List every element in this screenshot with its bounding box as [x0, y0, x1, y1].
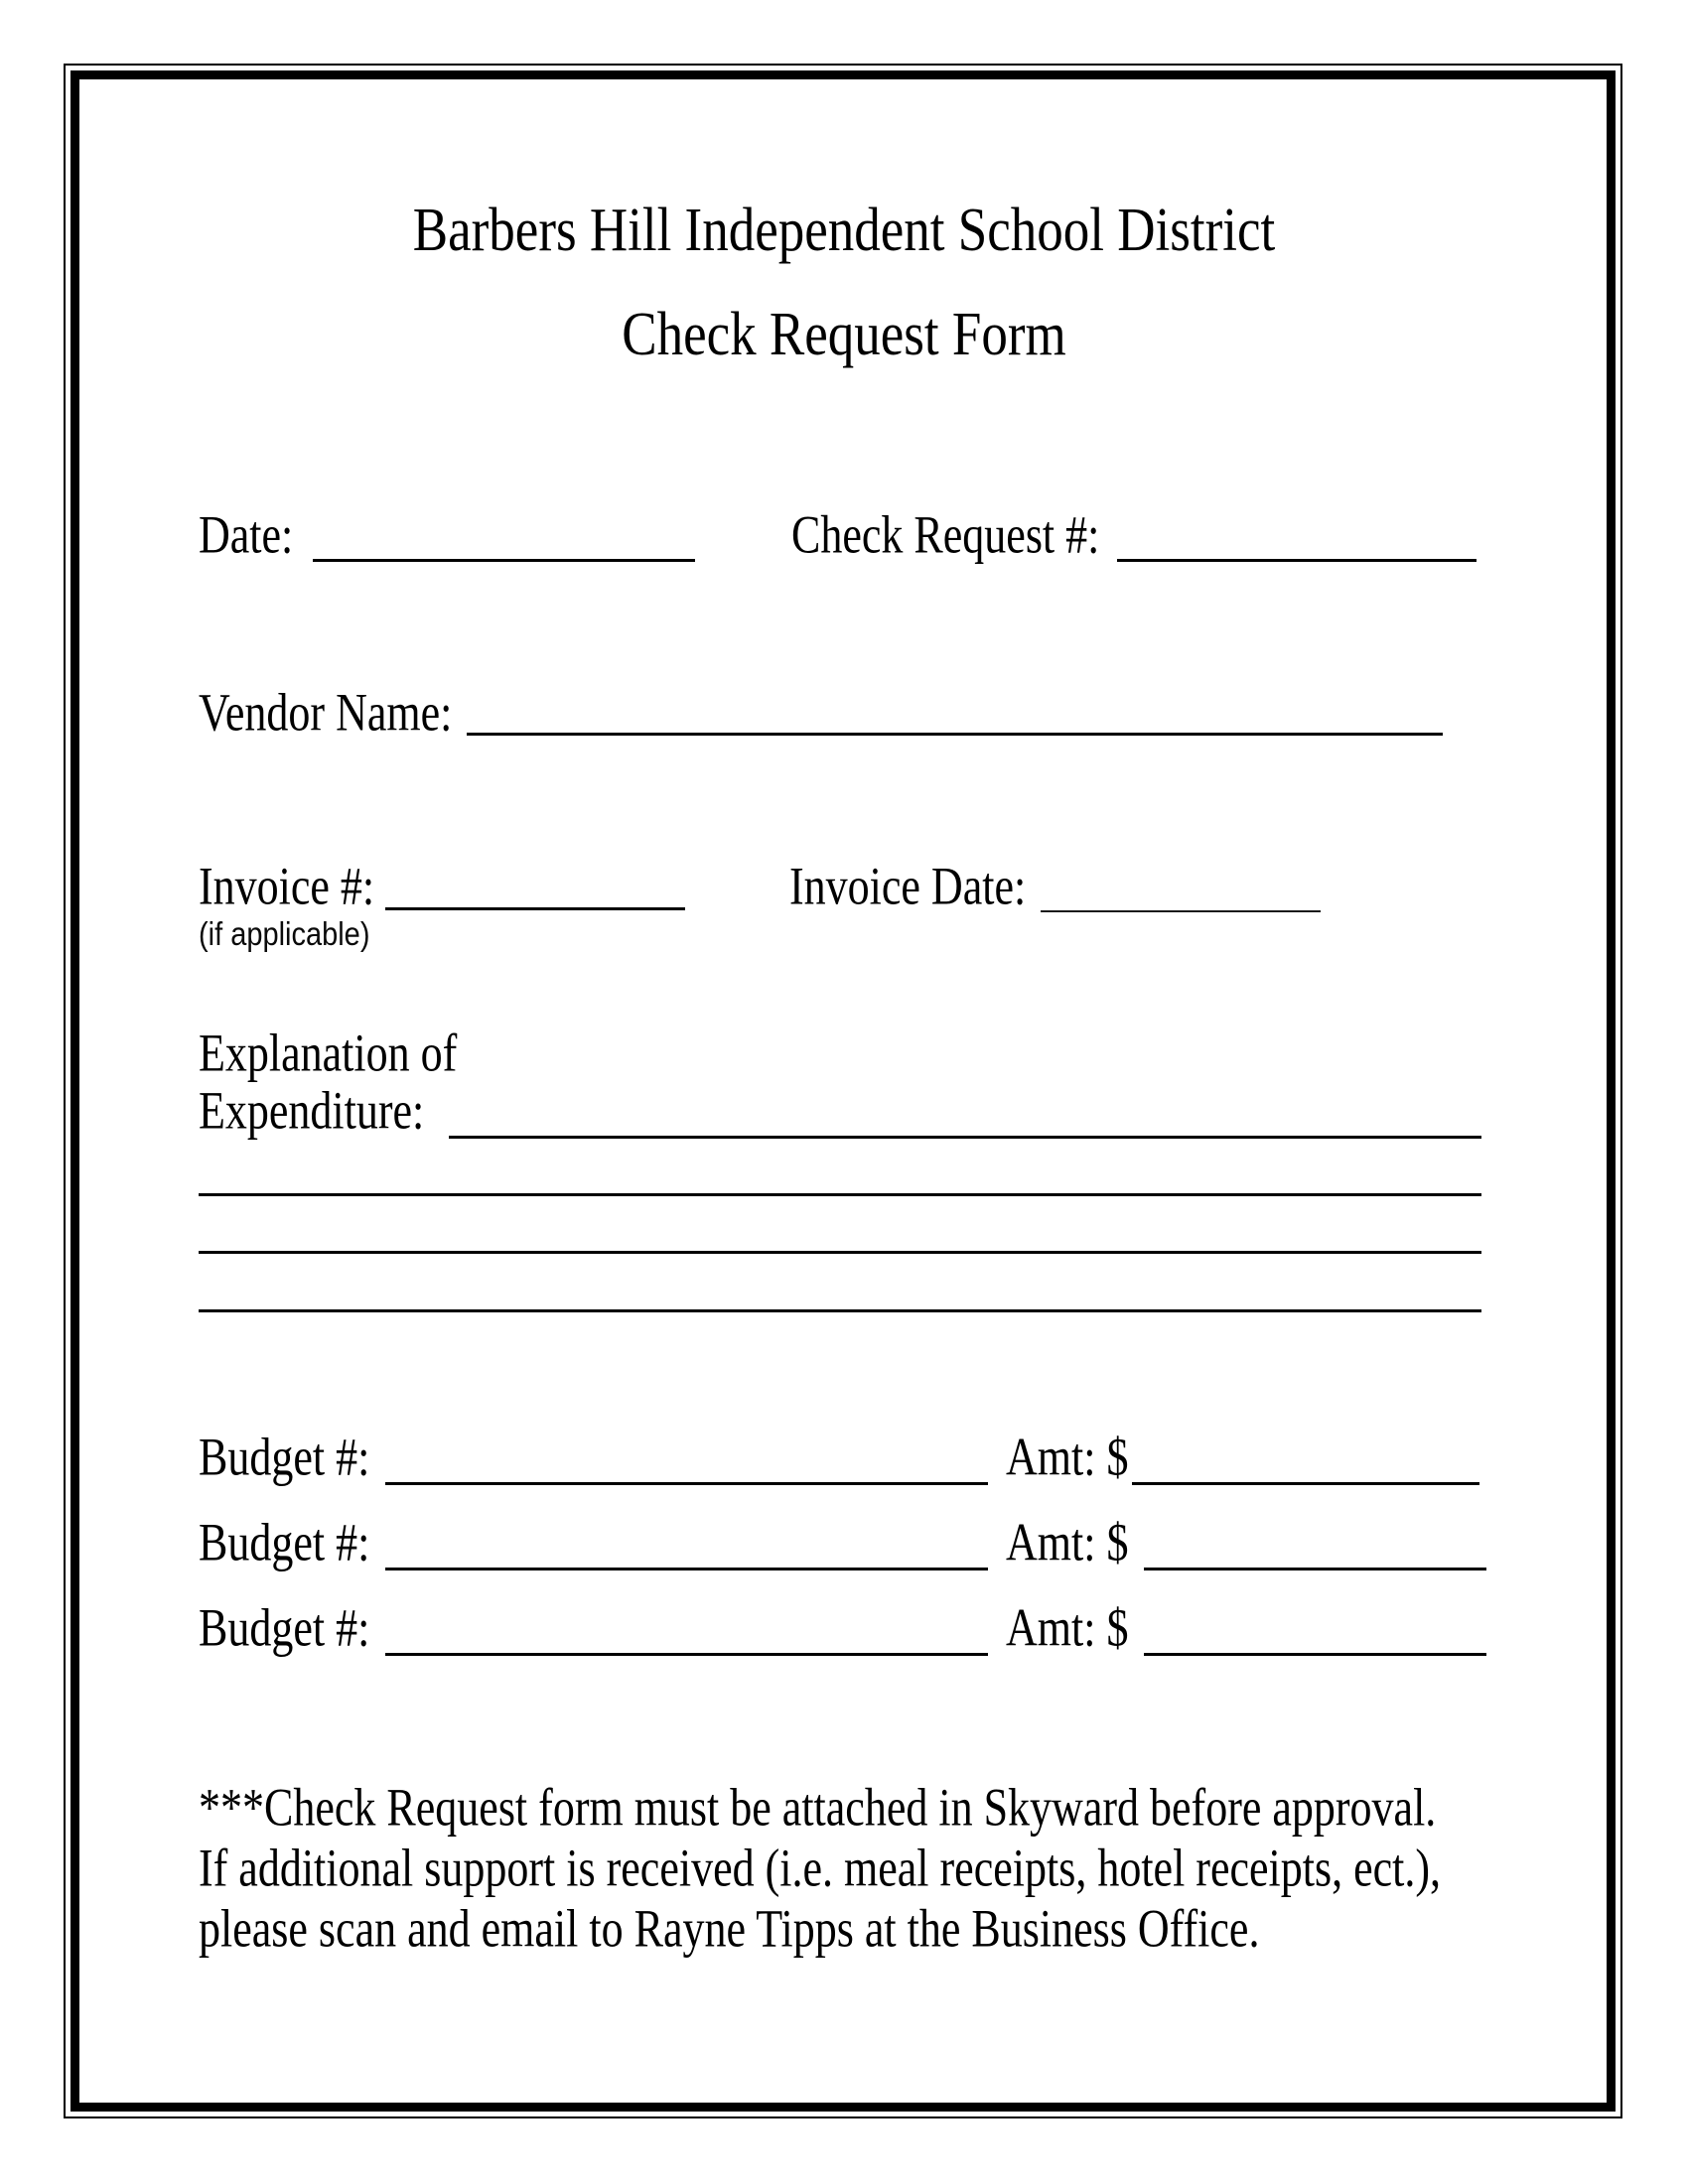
budget-number-label-3: Budget #: [199, 1598, 370, 1658]
budget-number-field-line-2[interactable] [385, 1568, 988, 1570]
amount-label-3: Amt: $ [1006, 1598, 1129, 1658]
budget-number-field-line-3[interactable] [385, 1653, 988, 1656]
explanation-field-line-2[interactable] [199, 1193, 1481, 1196]
date-field-line[interactable] [313, 559, 695, 562]
amount-label-2: Amt: $ [1006, 1513, 1129, 1572]
vendor-name-field-line[interactable] [467, 733, 1443, 736]
form-subtitle: Check Request Form [622, 301, 1066, 369]
budget-number-label-1: Budget #: [199, 1428, 370, 1487]
check-request-number-field-line[interactable] [1117, 559, 1477, 562]
explanation-label-line1: Explanation of [199, 1024, 458, 1083]
invoice-if-applicable-note: (if applicable) [199, 916, 370, 953]
footer-note-line-2: If additional support is received (i.e. meal receipts, hotel receipts, ect.), [199, 1839, 1442, 1898]
explanation-field-line-4[interactable] [199, 1309, 1481, 1312]
explanation-field-line-3[interactable] [199, 1251, 1481, 1254]
form-title: Barbers Hill Independent School District [412, 197, 1276, 265]
footer-note-line-1: ***Check Request form must be attached in Skyward before approval. [199, 1778, 1437, 1838]
vendor-name-label: Vendor Name: [199, 683, 453, 743]
date-label: Date: [199, 505, 294, 565]
invoice-date-field-line[interactable] [1041, 910, 1321, 912]
amount-field-line-1[interactable] [1132, 1482, 1479, 1485]
explanation-field-line-1[interactable] [449, 1136, 1481, 1139]
check-request-number-label: Check Request #: [791, 505, 1100, 565]
invoice-number-label: Invoice #: [199, 857, 375, 916]
budget-number-label-2: Budget #: [199, 1513, 370, 1572]
invoice-date-label: Invoice Date: [789, 857, 1027, 916]
amount-field-line-2[interactable] [1144, 1568, 1486, 1570]
footer-note-line-3: please scan and email to Rayne Tipps at the Business Office. [199, 1899, 1260, 1959]
invoice-number-field-line[interactable] [385, 907, 685, 910]
amount-field-line-3[interactable] [1144, 1653, 1486, 1656]
amount-label-1: Amt: $ [1006, 1428, 1129, 1487]
explanation-label-line2: Expenditure: [199, 1081, 425, 1141]
budget-number-field-line-1[interactable] [385, 1482, 988, 1485]
